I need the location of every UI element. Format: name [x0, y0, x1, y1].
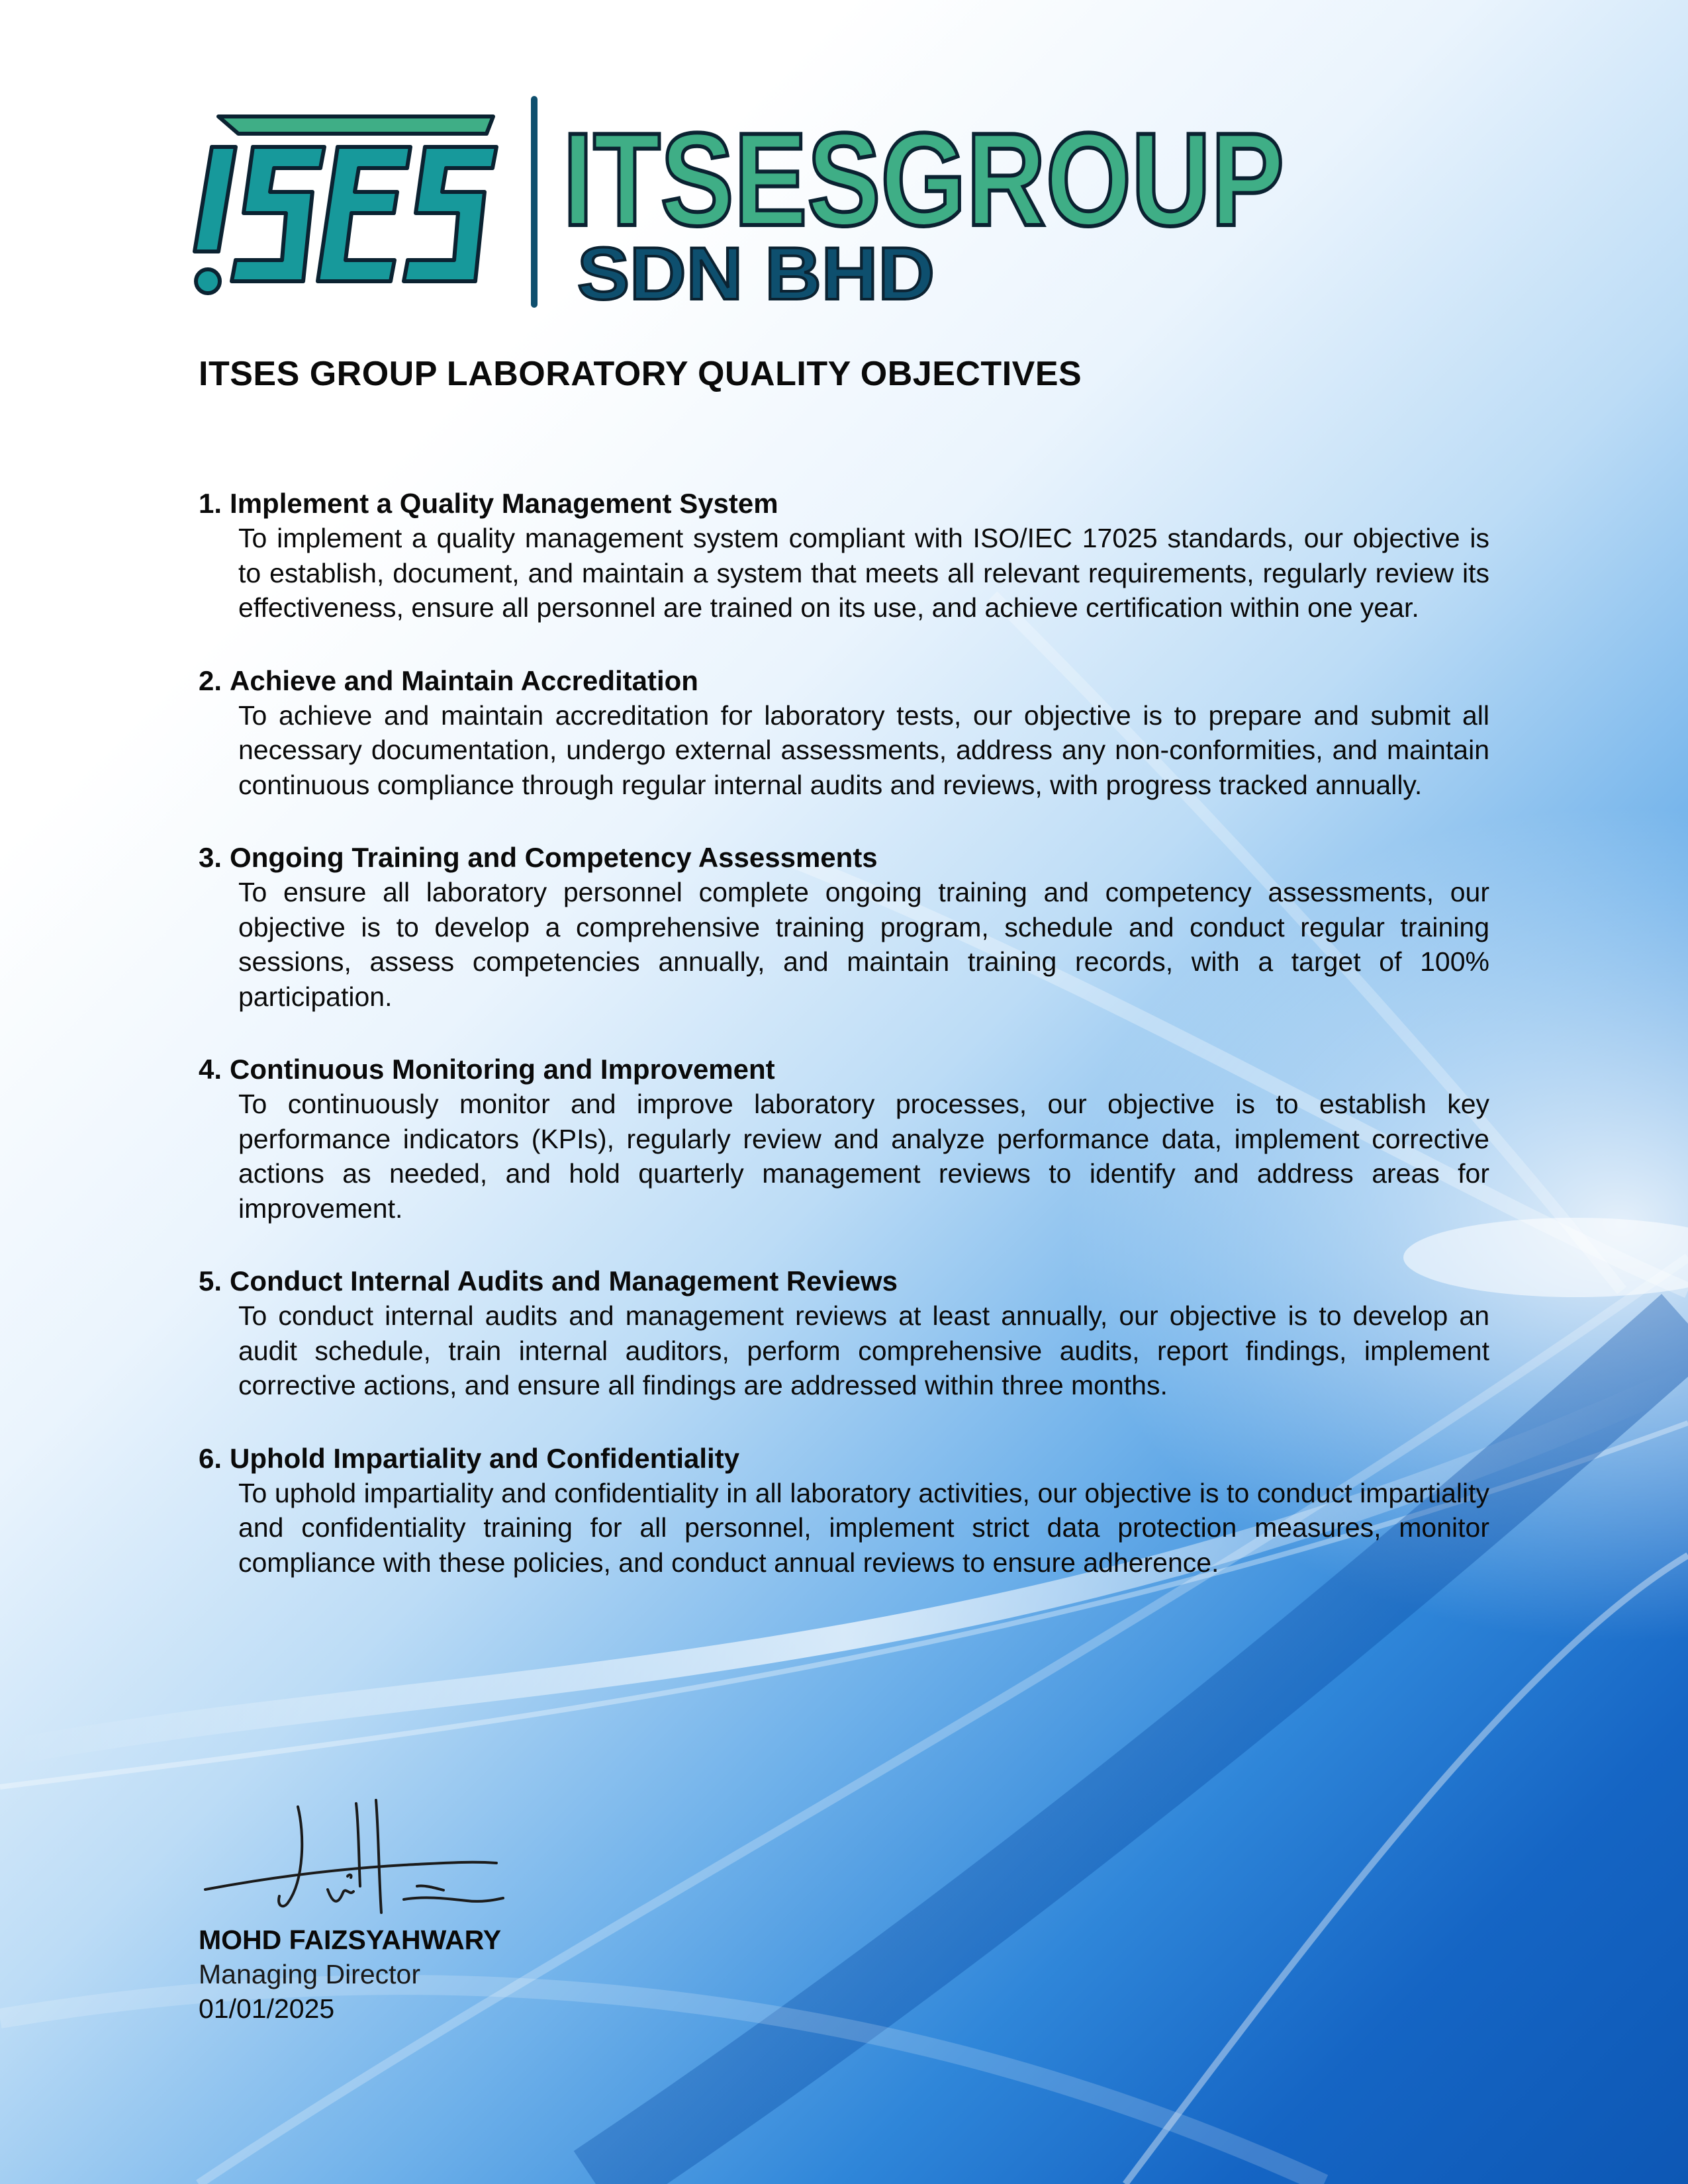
objective-heading-text: Achieve and Maintain Accreditation [230, 664, 698, 696]
objective-heading [199, 1264, 1489, 1298]
objective-heading-text: Ongoing Training and Competency Assessments [230, 842, 878, 873]
signatory-name: MOHD FAIZSYAHWARY [199, 1925, 502, 1955]
objective-heading-text: Uphold Impartiality and Confidentiality [230, 1442, 740, 1474]
objective-item [199, 486, 1489, 625]
objective-heading [199, 486, 1489, 521]
objective-heading [199, 1052, 1489, 1087]
objective-heading [199, 841, 1489, 875]
objective-item [199, 1264, 1489, 1403]
objective-heading-text: Implement a Quality Management System [230, 488, 778, 519]
logo-company-line2: SDN BHD [577, 232, 935, 315]
objective-number: 4. [199, 1054, 222, 1085]
signatory-block [199, 1923, 501, 2026]
objective-number: 3. [199, 842, 222, 873]
logo-divider [531, 96, 538, 308]
objective-text: To uphold impartiality and confidentiality in all laboratory activities, our objective is to conduct impartiality and confidentiality training for all personnel, implement strict data protection measures, monitor compliance with these policies, and conduct annual reviews to ensure adherence. [238, 1477, 1489, 1578]
objective-text: To ensure all laboratory personnel complete ongoing training and competency assessments, our objective is to develop a comprehensive training program, schedule and conduct regular training sessions, assess competencies annually, and maintain training records, with a target of 100% participation. [238, 877, 1489, 1012]
objective-heading [199, 1441, 1489, 1476]
company-logo [192, 93, 1304, 315]
objective-item [199, 664, 1489, 803]
logo-company-line1: ITSESGROUP [563, 106, 1284, 253]
objective-item [199, 841, 1489, 1014]
objective-number: 6. [199, 1442, 222, 1474]
objective-item [199, 1052, 1489, 1226]
objective-number: 5. [199, 1265, 222, 1297]
objective-number: 2. [199, 664, 222, 696]
objective-item [199, 1441, 1489, 1580]
signatory-role: Managing Director [199, 1959, 420, 1989]
objective-heading-text: Conduct Internal Audits and Management Reviews [230, 1265, 898, 1297]
itses-mark-icon [195, 116, 496, 293]
objective-text: To achieve and maintain accreditation for laboratory tests, our objective is to prepare and submit all necessary documentation, undergo external assessments, address any non-conformities, and maintain continuous compliance through regular internal audits and reviews, with progress tracked annually. [238, 700, 1489, 800]
objective-text: To implement a quality management system compliant with ISO/IEC 17025 standards, our objective is to establish, document, and maintain a system that meets all relevant requirements, regularly review its effectiveness, ensure all personnel are trained on its use, and achieve certification within one year. [238, 523, 1489, 623]
page-title: ITSES GROUP LABORATORY QUALITY OBJECTIVES [199, 355, 1082, 393]
objective-text: To continuously monitor and improve laboratory processes, our objective is to establish key performance indicators (KPIs), regularly review and analyze performance data, implement corrective actions as needed, and hold quarterly management reviews to identify and address areas for improvement. [238, 1089, 1489, 1224]
signature-image [205, 1787, 549, 1946]
objective-heading [199, 664, 1489, 698]
signature-date: 01/01/2025 [199, 1993, 335, 2024]
objectives-list [199, 486, 1489, 1618]
objective-text: To conduct internal audits and management reviews at least annually, our objective is to develop an audit schedule, train internal auditors, perform comprehensive audits, report findings, implement corrective actions, and ensure all findings are addressed within three months. [238, 1300, 1489, 1400]
objective-heading-text: Continuous Monitoring and Improvement [230, 1054, 775, 1085]
objective-number: 1. [199, 488, 222, 519]
